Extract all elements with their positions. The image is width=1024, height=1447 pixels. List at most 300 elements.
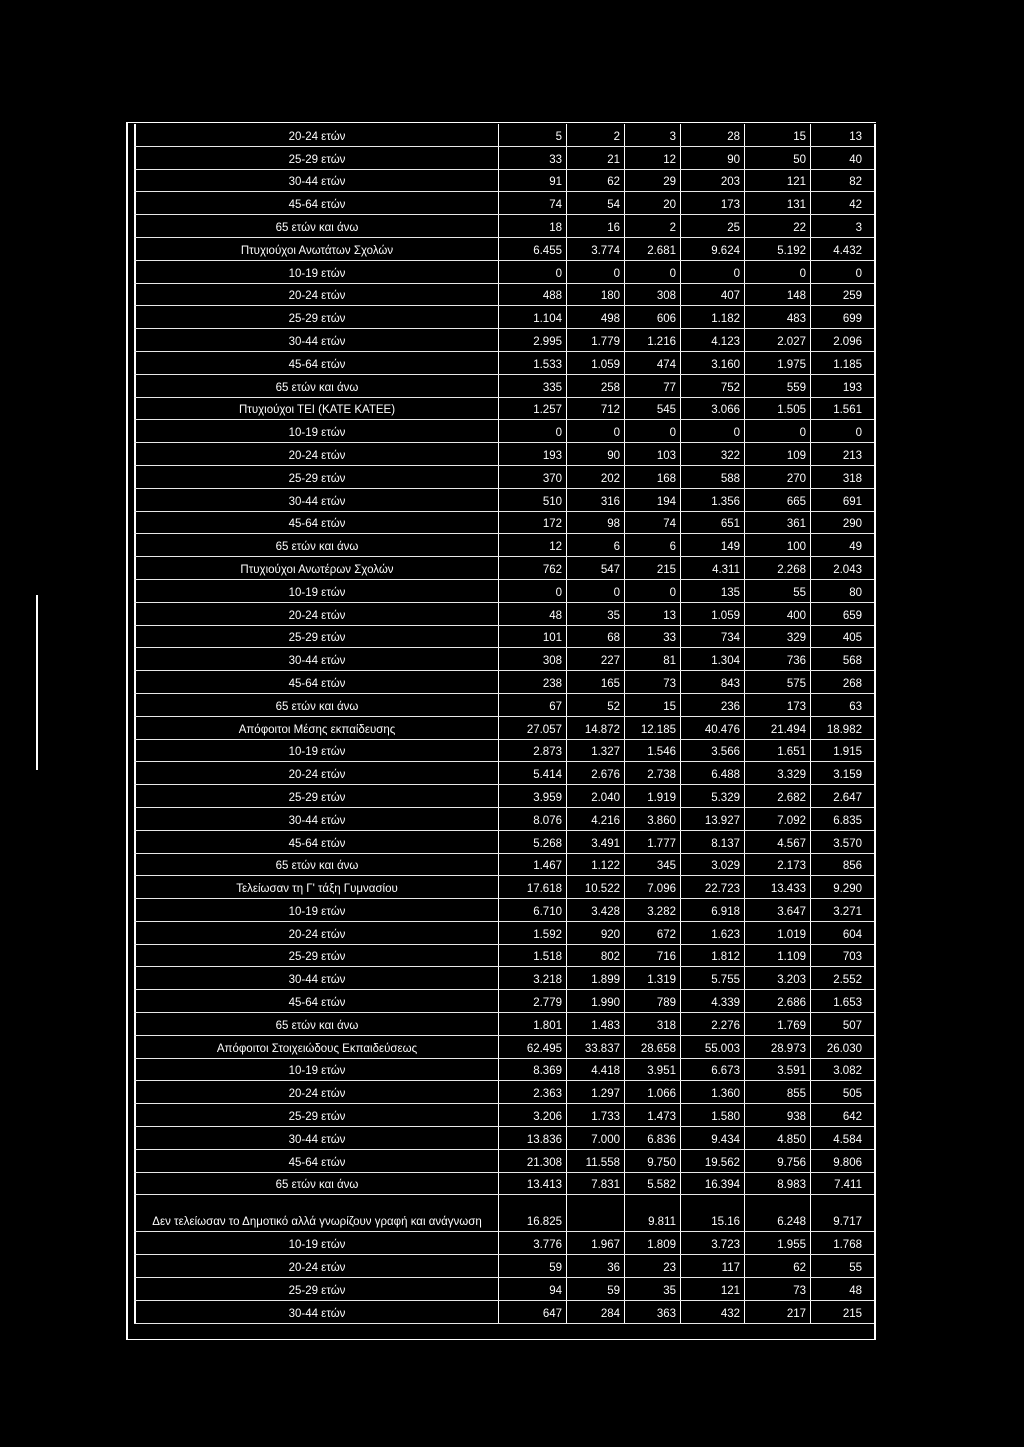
table-cell: 0 bbox=[566, 580, 624, 602]
table-cell: 82 bbox=[810, 170, 866, 192]
table-cell: 0 bbox=[624, 420, 680, 442]
table-cell: 55 bbox=[810, 1255, 866, 1277]
table-cell: 2.647 bbox=[810, 785, 866, 807]
table-cell: 361 bbox=[744, 512, 810, 534]
table-cell: 5.192 bbox=[744, 238, 810, 260]
table-cell: 1.533 bbox=[498, 352, 566, 374]
table-cell: 1.518 bbox=[498, 945, 566, 967]
table-cell: 9.756 bbox=[744, 1150, 810, 1172]
table-cell: 1.975 bbox=[744, 352, 810, 374]
table-row bbox=[134, 1232, 874, 1255]
row-label: 25-29 ετών bbox=[134, 1278, 498, 1300]
row-label: 45-64 ετών bbox=[134, 192, 498, 214]
table-cell: 28.973 bbox=[744, 1036, 810, 1058]
table-cell: 856 bbox=[810, 854, 866, 876]
table-cell: 3.428 bbox=[566, 899, 624, 921]
table-cell: 227 bbox=[566, 648, 624, 670]
table-cell: 2.173 bbox=[744, 854, 810, 876]
table-cell: 1.919 bbox=[624, 785, 680, 807]
table-cell: 4.567 bbox=[744, 831, 810, 853]
table-cell: 691 bbox=[810, 489, 866, 511]
table-cell: 1.066 bbox=[624, 1081, 680, 1103]
table-cell: 23 bbox=[624, 1255, 680, 1277]
table-left-border bbox=[126, 122, 128, 1340]
table-cell: 48 bbox=[498, 603, 566, 625]
table-cell: 1.104 bbox=[498, 306, 566, 328]
table-cell: 173 bbox=[744, 694, 810, 716]
table-cell: 3 bbox=[810, 215, 866, 237]
table-cell: 3.206 bbox=[498, 1104, 566, 1126]
table-cell: 68 bbox=[566, 626, 624, 648]
table-row bbox=[134, 238, 874, 261]
table-cell: 1.257 bbox=[498, 398, 566, 420]
table-cell: 1.360 bbox=[680, 1081, 744, 1103]
table-cell: 483 bbox=[744, 306, 810, 328]
table-cell: 6 bbox=[566, 534, 624, 556]
table-cell: 3.218 bbox=[498, 967, 566, 989]
table-cell: 62 bbox=[566, 170, 624, 192]
table-cell: 148 bbox=[744, 284, 810, 306]
table-cell: 236 bbox=[680, 694, 744, 716]
row-label: 65 ετών και άνω bbox=[134, 534, 498, 556]
table-cell: 3.159 bbox=[810, 762, 866, 784]
table-cell: 0 bbox=[744, 261, 810, 283]
table-cell: 26.030 bbox=[810, 1036, 866, 1058]
table-right-border bbox=[874, 124, 876, 1340]
table-cell: 131 bbox=[744, 192, 810, 214]
table-cell: 2.268 bbox=[744, 557, 810, 579]
table-cell: 1.122 bbox=[566, 854, 624, 876]
table-cell: 1.801 bbox=[498, 1013, 566, 1035]
table-cell: 588 bbox=[680, 466, 744, 488]
table-cell: 74 bbox=[498, 192, 566, 214]
table-cell: 165 bbox=[566, 671, 624, 693]
table-cell: 59 bbox=[566, 1278, 624, 1300]
table-cell: 316 bbox=[566, 489, 624, 511]
row-label: 20-24 ετών bbox=[134, 1081, 498, 1103]
table-cell: 405 bbox=[810, 626, 866, 648]
table-cell: 21.308 bbox=[498, 1150, 566, 1172]
row-label: 30-44 ετών bbox=[134, 489, 498, 511]
row-label: Πτυχιούχοι Ανωτάτων Σχολών bbox=[134, 238, 498, 260]
row-label: Πτυχιούχοι ΤΕΙ (ΚΑΤΕ ΚΑΤΕΕ) bbox=[134, 398, 498, 420]
table-row bbox=[134, 854, 874, 877]
table-cell: 7.092 bbox=[744, 808, 810, 830]
table-cell: 13 bbox=[624, 603, 680, 625]
table-cell: 0 bbox=[680, 261, 744, 283]
table-cell: 2.552 bbox=[810, 967, 866, 989]
row-label: 10-19 ετών bbox=[134, 420, 498, 442]
table-cell: 1.185 bbox=[810, 352, 866, 374]
table-cell: 1.809 bbox=[624, 1232, 680, 1254]
table-cell: 5 bbox=[498, 124, 566, 146]
table-cell: 505 bbox=[810, 1081, 866, 1103]
table-cell: 33 bbox=[498, 147, 566, 169]
table-cell: 18.982 bbox=[810, 717, 866, 739]
table-cell: 13.927 bbox=[680, 808, 744, 830]
statistics-table bbox=[134, 124, 874, 1324]
table-cell: 1.899 bbox=[566, 967, 624, 989]
table-cell: 172 bbox=[498, 512, 566, 534]
table-row bbox=[134, 1104, 874, 1127]
table-cell: 77 bbox=[624, 375, 680, 397]
row-label: 10-19 ετών bbox=[134, 580, 498, 602]
table-row bbox=[134, 1150, 874, 1173]
table-cell: 1.990 bbox=[566, 990, 624, 1012]
table-cell: 345 bbox=[624, 854, 680, 876]
table-cell: 33 bbox=[624, 626, 680, 648]
table-cell: 488 bbox=[498, 284, 566, 306]
table-cell: 1.467 bbox=[498, 854, 566, 876]
table-cell: 370 bbox=[498, 466, 566, 488]
table-cell: 3.029 bbox=[680, 854, 744, 876]
table-cell: 752 bbox=[680, 375, 744, 397]
table-cell: 62.495 bbox=[498, 1036, 566, 1058]
table-cell: 0 bbox=[810, 261, 866, 283]
table-row bbox=[134, 329, 874, 352]
row-label: 20-24 ετών bbox=[134, 443, 498, 465]
table-cell: 17.618 bbox=[498, 876, 566, 898]
table-cell: 3.723 bbox=[680, 1232, 744, 1254]
table-row bbox=[134, 1081, 874, 1104]
table-cell: 91 bbox=[498, 170, 566, 192]
row-label: 20-24 ετών bbox=[134, 603, 498, 625]
table-cell: 1.967 bbox=[566, 1232, 624, 1254]
table-cell: 15 bbox=[624, 694, 680, 716]
table-cell: 8.137 bbox=[680, 831, 744, 853]
table-cell: 703 bbox=[810, 945, 866, 967]
table-cell: 74 bbox=[624, 512, 680, 534]
row-label: 25-29 ετών bbox=[134, 466, 498, 488]
table-cell: 762 bbox=[498, 557, 566, 579]
table-cell: 0 bbox=[624, 580, 680, 602]
table-cell: 63 bbox=[810, 694, 866, 716]
table-cell: 335 bbox=[498, 375, 566, 397]
table-cell: 363 bbox=[624, 1301, 680, 1323]
table-cell bbox=[566, 1195, 624, 1231]
table-cell: 217 bbox=[744, 1301, 810, 1323]
table-cell: 1.592 bbox=[498, 922, 566, 944]
table-cell: 1.561 bbox=[810, 398, 866, 420]
row-label: 30-44 ετών bbox=[134, 1301, 498, 1323]
table-cell: 498 bbox=[566, 306, 624, 328]
row-label: 25-29 ετών bbox=[134, 1104, 498, 1126]
table-cell: 270 bbox=[744, 466, 810, 488]
table-cell: 0 bbox=[566, 420, 624, 442]
table-cell: 606 bbox=[624, 306, 680, 328]
table-row bbox=[134, 192, 874, 215]
row-label: 65 ετών και άνω bbox=[134, 694, 498, 716]
table-cell: 103 bbox=[624, 443, 680, 465]
table-cell: 268 bbox=[810, 671, 866, 693]
table-cell: 28.658 bbox=[624, 1036, 680, 1058]
table-row bbox=[134, 922, 874, 945]
table-cell: 5.755 bbox=[680, 967, 744, 989]
table-row bbox=[134, 534, 874, 557]
table-cell: 258 bbox=[566, 375, 624, 397]
table-row bbox=[134, 580, 874, 603]
table-cell: 62 bbox=[744, 1255, 810, 1277]
table-cell: 2.040 bbox=[566, 785, 624, 807]
table-cell: 0 bbox=[810, 420, 866, 442]
table-cell: 149 bbox=[680, 534, 744, 556]
table-cell: 180 bbox=[566, 284, 624, 306]
table-cell: 215 bbox=[624, 557, 680, 579]
table-cell: 3.160 bbox=[680, 352, 744, 374]
table-cell: 22.723 bbox=[680, 876, 744, 898]
table-cell: 28 bbox=[680, 124, 744, 146]
table-cell: 318 bbox=[624, 1013, 680, 1035]
table-cell: 604 bbox=[810, 922, 866, 944]
table-cell: 54 bbox=[566, 192, 624, 214]
table-cell: 474 bbox=[624, 352, 680, 374]
table-cell: 13.836 bbox=[498, 1127, 566, 1149]
table-cell: 290 bbox=[810, 512, 866, 534]
table-cell: 5.582 bbox=[624, 1173, 680, 1195]
row-label: 65 ετών και άνω bbox=[134, 1013, 498, 1035]
table-cell: 4.216 bbox=[566, 808, 624, 830]
table-cell: 3.647 bbox=[744, 899, 810, 921]
table-cell: 215 bbox=[810, 1301, 866, 1323]
table-cell: 12 bbox=[624, 147, 680, 169]
row-label: 20-24 ετών bbox=[134, 284, 498, 306]
row-label: 20-24 ετών bbox=[134, 124, 498, 146]
table-row bbox=[134, 398, 874, 421]
table-cell: 55.003 bbox=[680, 1036, 744, 1058]
table-cell: 7.831 bbox=[566, 1173, 624, 1195]
table-cell: 194 bbox=[624, 489, 680, 511]
table-row bbox=[134, 671, 874, 694]
table-row bbox=[134, 603, 874, 626]
table-cell: 6.248 bbox=[744, 1195, 810, 1231]
table-cell: 18 bbox=[498, 215, 566, 237]
table-cell: 121 bbox=[744, 170, 810, 192]
row-label: 10-19 ετών bbox=[134, 1232, 498, 1254]
table-cell: 4.123 bbox=[680, 329, 744, 351]
table-cell: 193 bbox=[810, 375, 866, 397]
table-row bbox=[134, 648, 874, 671]
table-cell: 1.955 bbox=[744, 1232, 810, 1254]
table-cell: 1.059 bbox=[566, 352, 624, 374]
table-cell: 659 bbox=[810, 603, 866, 625]
table-cell: 2.027 bbox=[744, 329, 810, 351]
table-cell: 2.873 bbox=[498, 740, 566, 762]
table-cell: 510 bbox=[498, 489, 566, 511]
page-edge-line bbox=[36, 595, 38, 770]
row-label: 65 ετών και άνω bbox=[134, 1173, 498, 1195]
table-cell: 2.686 bbox=[744, 990, 810, 1012]
table-cell: 1.327 bbox=[566, 740, 624, 762]
table-cell: 1.297 bbox=[566, 1081, 624, 1103]
table-cell: 6.455 bbox=[498, 238, 566, 260]
table-cell: 4.311 bbox=[680, 557, 744, 579]
table-row bbox=[134, 967, 874, 990]
row-label: 30-44 ετών bbox=[134, 648, 498, 670]
table-cell: 6.836 bbox=[624, 1127, 680, 1149]
table-row bbox=[134, 626, 874, 649]
table-row bbox=[134, 1013, 874, 1036]
table-cell: 213 bbox=[810, 443, 866, 465]
table-cell: 736 bbox=[744, 648, 810, 670]
table-cell: 6.710 bbox=[498, 899, 566, 921]
table-cell: 1.483 bbox=[566, 1013, 624, 1035]
table-cell: 94 bbox=[498, 1278, 566, 1300]
table-cell: 67 bbox=[498, 694, 566, 716]
row-label: 25-29 ετών bbox=[134, 785, 498, 807]
table-cell: 1.505 bbox=[744, 398, 810, 420]
table-row bbox=[134, 1036, 874, 1059]
table-cell: 699 bbox=[810, 306, 866, 328]
table-cell: 575 bbox=[744, 671, 810, 693]
table-cell: 16 bbox=[566, 215, 624, 237]
table-cell: 712 bbox=[566, 398, 624, 420]
table-row bbox=[134, 785, 874, 808]
table-cell: 407 bbox=[680, 284, 744, 306]
table-row bbox=[134, 1173, 874, 1196]
table-top-border bbox=[128, 122, 876, 123]
table-cell: 20 bbox=[624, 192, 680, 214]
table-cell: 1.059 bbox=[680, 603, 744, 625]
table-cell: 168 bbox=[624, 466, 680, 488]
table-cell: 121 bbox=[680, 1278, 744, 1300]
table-cell: 80 bbox=[810, 580, 866, 602]
table-row bbox=[134, 557, 874, 580]
table-cell: 1.109 bbox=[744, 945, 810, 967]
row-label: 30-44 ετών bbox=[134, 1127, 498, 1149]
row-label: 45-64 ετών bbox=[134, 1150, 498, 1172]
table-cell: 9.434 bbox=[680, 1127, 744, 1149]
table-cell: 938 bbox=[744, 1104, 810, 1126]
table-cell: 9.624 bbox=[680, 238, 744, 260]
table-cell: 5.329 bbox=[680, 785, 744, 807]
table-cell: 5.268 bbox=[498, 831, 566, 853]
table-cell: 3.566 bbox=[680, 740, 744, 762]
table-cell: 716 bbox=[624, 945, 680, 967]
table-cell: 1.216 bbox=[624, 329, 680, 351]
table-cell: 3.082 bbox=[810, 1059, 866, 1081]
table-cell: 1.733 bbox=[566, 1104, 624, 1126]
table-cell: 27.057 bbox=[498, 717, 566, 739]
row-label: Τελείωσαν τη Γ' τάξη Γυμνασίου bbox=[134, 876, 498, 898]
table-cell: 13 bbox=[810, 124, 866, 146]
row-label: 10-19 ετών bbox=[134, 1059, 498, 1081]
table-row bbox=[134, 762, 874, 785]
table-cell: 1.182 bbox=[680, 306, 744, 328]
table-row bbox=[134, 1278, 874, 1301]
table-cell: 3.591 bbox=[744, 1059, 810, 1081]
table-cell: 3.570 bbox=[810, 831, 866, 853]
table-cell: 0 bbox=[744, 420, 810, 442]
table-cell: 259 bbox=[810, 284, 866, 306]
table-row bbox=[134, 694, 874, 717]
table-cell: 25 bbox=[680, 215, 744, 237]
table-cell: 568 bbox=[810, 648, 866, 670]
table-cell: 3.860 bbox=[624, 808, 680, 830]
table-cell: 2.779 bbox=[498, 990, 566, 1012]
table-cell: 48 bbox=[810, 1278, 866, 1300]
table-cell: 19.562 bbox=[680, 1150, 744, 1172]
table-cell: 322 bbox=[680, 443, 744, 465]
table-cell: 6.918 bbox=[680, 899, 744, 921]
table-cell: 49 bbox=[810, 534, 866, 556]
table-cell: 101 bbox=[498, 626, 566, 648]
table-cell: 35 bbox=[566, 603, 624, 625]
table-cell: 1.623 bbox=[680, 922, 744, 944]
table-cell: 2 bbox=[566, 124, 624, 146]
table-row bbox=[134, 1059, 874, 1082]
table-cell: 400 bbox=[744, 603, 810, 625]
table-cell: 2.363 bbox=[498, 1081, 566, 1103]
table-cell: 21.494 bbox=[744, 717, 810, 739]
table-cell: 308 bbox=[498, 648, 566, 670]
row-label: Απόφοιτοι Στοιχειώδους Εκπαιδεύσεως bbox=[134, 1036, 498, 1058]
table-cell: 855 bbox=[744, 1081, 810, 1103]
table-row bbox=[134, 306, 874, 329]
table-cell: 15.16 bbox=[680, 1195, 744, 1231]
table-cell: 9.811 bbox=[624, 1195, 680, 1231]
row-label: 45-64 ετών bbox=[134, 990, 498, 1012]
row-label: 25-29 ετών bbox=[134, 626, 498, 648]
row-label: 30-44 ετών bbox=[134, 808, 498, 830]
table-cell: 203 bbox=[680, 170, 744, 192]
row-label: 25-29 ετών bbox=[134, 306, 498, 328]
table-cell: 5.414 bbox=[498, 762, 566, 784]
table-cell: 35 bbox=[624, 1278, 680, 1300]
table-cell: 3.951 bbox=[624, 1059, 680, 1081]
table-cell: 547 bbox=[566, 557, 624, 579]
table-cell: 13.413 bbox=[498, 1173, 566, 1195]
table-row bbox=[134, 284, 874, 307]
table-cell: 0 bbox=[680, 420, 744, 442]
table-cell: 1.019 bbox=[744, 922, 810, 944]
table-cell: 3.329 bbox=[744, 762, 810, 784]
table-cell: 507 bbox=[810, 1013, 866, 1035]
table-cell: 50 bbox=[744, 147, 810, 169]
table-row bbox=[134, 124, 874, 147]
table-row bbox=[134, 740, 874, 763]
table-row bbox=[134, 215, 874, 238]
table-cell: 55 bbox=[744, 580, 810, 602]
table-row bbox=[134, 375, 874, 398]
row-label: 30-44 ετών bbox=[134, 170, 498, 192]
table-row bbox=[134, 147, 874, 170]
row-label: Απόφοιτοι Μέσης εκπαίδευσης bbox=[134, 717, 498, 739]
table-cell: 73 bbox=[744, 1278, 810, 1300]
table-cell: 135 bbox=[680, 580, 744, 602]
table-row bbox=[134, 831, 874, 854]
row-label: 65 ετών και άνω bbox=[134, 854, 498, 876]
table-cell: 1.915 bbox=[810, 740, 866, 762]
table-cell: 0 bbox=[498, 420, 566, 442]
table-cell: 2.276 bbox=[680, 1013, 744, 1035]
table-cell: 10.522 bbox=[566, 876, 624, 898]
table-cell: 90 bbox=[680, 147, 744, 169]
table-cell: 3.959 bbox=[498, 785, 566, 807]
table-cell: 59 bbox=[498, 1255, 566, 1277]
row-label: 25-29 ετών bbox=[134, 945, 498, 967]
table-cell: 0 bbox=[498, 580, 566, 602]
table-row bbox=[134, 512, 874, 535]
table-cell: 12 bbox=[498, 534, 566, 556]
table-cell: 432 bbox=[680, 1301, 744, 1323]
table-cell: 3.774 bbox=[566, 238, 624, 260]
table-cell: 12.185 bbox=[624, 717, 680, 739]
table-cell: 1.769 bbox=[744, 1013, 810, 1035]
table-cell: 4.584 bbox=[810, 1127, 866, 1149]
table-cell: 3.066 bbox=[680, 398, 744, 420]
row-label: 30-44 ετών bbox=[134, 329, 498, 351]
row-label: 45-64 ετών bbox=[134, 352, 498, 374]
